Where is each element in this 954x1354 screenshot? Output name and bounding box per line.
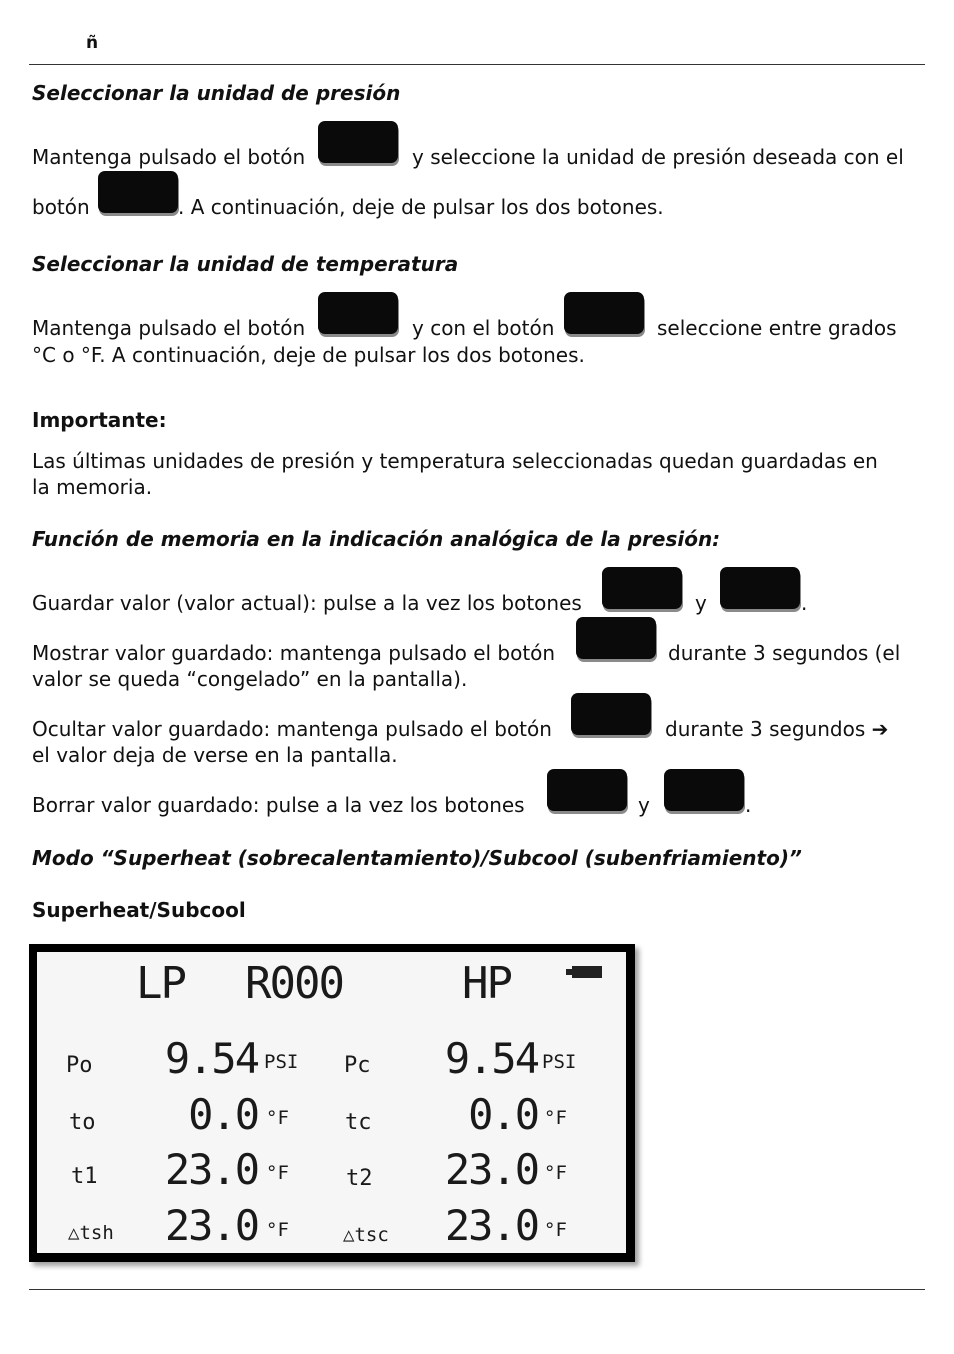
subtitle-superheat-subcool: Superheat/Subcool (32, 898, 246, 922)
section-title-mode: Modo “Superheat (sobrecalentamiento)/Subcool (subenfriamiento)” (32, 846, 802, 870)
lcd-unit-t1: °F (266, 1162, 289, 1184)
device-button (602, 567, 682, 609)
memory-show-text-c: valor se queda “congelado” en la pantalla). (32, 667, 468, 691)
important-line2: la memoria. (32, 475, 153, 499)
lcd-label-po: Po (66, 1053, 93, 1078)
lcd-label-t1: t1 (71, 1164, 98, 1189)
important-title: Importante: (32, 408, 167, 432)
lcd-value-t2: 23.0 (444, 1145, 538, 1194)
memory-clear-end: . (745, 793, 752, 817)
memory-save-end: . (801, 591, 808, 615)
memory-save-y: y (695, 591, 707, 615)
memory-hide-text-b: durante 3 segundos ➔ (665, 717, 889, 741)
device-button (564, 292, 644, 334)
lcd-lp-label: LP (136, 958, 185, 1009)
footer-rule (29, 1289, 925, 1290)
section-title-memory: Función de memoria en la indicación analógica de la presión: (32, 527, 721, 551)
sec2-line1b: y con el botón (412, 316, 555, 340)
device-button (547, 769, 627, 811)
lcd-hp-label: HP (462, 958, 511, 1009)
header-mark: ñ (86, 33, 99, 53)
memory-hide-text-c: el valor deja de verse en la pantalla. (32, 743, 398, 767)
lcd-value-tsh: 23.0 (164, 1201, 258, 1250)
lcd-unit-t2: °F (544, 1162, 567, 1184)
sec1-line1b: y seleccione la unidad de presión deseada con el (412, 145, 904, 169)
lcd-label-tsh: △tsh (68, 1222, 114, 1244)
section-title-pressure-unit: Seleccionar la unidad de presión (32, 81, 401, 105)
device-button (576, 617, 656, 659)
battery-icon (572, 966, 602, 978)
memory-clear-y: y (638, 793, 650, 817)
device-button (571, 693, 651, 735)
lcd-value-t1: 23.0 (164, 1145, 258, 1194)
lcd-value-to: 0.0 (188, 1090, 258, 1139)
lcd-unit-to: °F (266, 1107, 289, 1129)
device-button (720, 567, 800, 609)
sec1-line2a: botón (32, 195, 90, 219)
lcd-unit-tsh: °F (266, 1219, 289, 1241)
sec2-line1a: Mantenga pulsado el botón (32, 316, 306, 340)
sec2-line1c: seleccione entre grados (657, 316, 897, 340)
important-line1: Las últimas unidades de presión y temperatura seleccionadas quedan guardadas en (32, 449, 878, 473)
device-button (318, 121, 398, 163)
lcd-value-po: 9.54 (164, 1034, 258, 1083)
device-button (318, 292, 398, 334)
lcd-label-to: to (69, 1110, 96, 1135)
lcd-unit-tsc: °F (544, 1219, 567, 1241)
lcd-label-t2: t2 (346, 1166, 373, 1191)
lcd-value-tsc: 23.0 (444, 1201, 538, 1250)
lcd-label-pc: Pc (344, 1053, 371, 1078)
memory-clear-text: Borrar valor guardado: pulse a la vez los botones (32, 793, 525, 817)
header-rule (29, 64, 925, 65)
sec1-line2b: . A continuación, deje de pulsar los dos botones. (178, 195, 664, 219)
memory-show-text-b: durante 3 segundos (el (668, 641, 901, 665)
device-button (664, 769, 744, 811)
lcd-label-tc: tc (345, 1110, 372, 1135)
lcd-value-tc: 0.0 (468, 1090, 538, 1139)
lcd-unit-tc: °F (544, 1107, 567, 1129)
lcd-refrigerant: R000 (245, 958, 343, 1009)
device-button (98, 171, 178, 213)
sec2-line2: °C o °F. A continuación, deje de pulsar los dos botones. (32, 343, 585, 367)
sec1-line1a: Mantenga pulsado el botón (32, 145, 306, 169)
lcd-unit-po: PSI (264, 1051, 299, 1073)
memory-hide-text: Ocultar valor guardado: mantenga pulsado el botón (32, 717, 552, 741)
section-title-temperature-unit: Seleccionar la unidad de temperatura (32, 252, 459, 276)
memory-save-text: Guardar valor (valor actual): pulse a la vez los botones (32, 591, 582, 615)
lcd-value-pc: 9.54 (444, 1034, 538, 1083)
lcd-unit-pc: PSI (542, 1051, 577, 1073)
lcd-label-tsc: △tsc (343, 1224, 389, 1246)
memory-show-text: Mostrar valor guardado: mantenga pulsado el botón (32, 641, 556, 665)
